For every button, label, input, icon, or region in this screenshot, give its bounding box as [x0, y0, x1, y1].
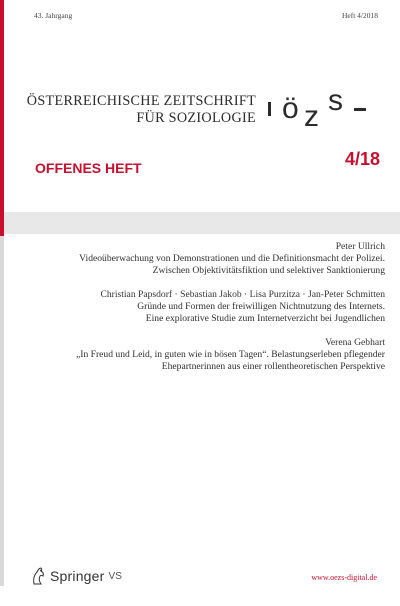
article-title-line: Eine explorative Studie zum Internetverzicht bei Jugendlichen — [145, 313, 385, 324]
article-authors: Peter Ullrich — [335, 241, 385, 252]
divider-band — [4, 212, 400, 234]
article-entry — [25, 241, 385, 277]
springer-horse-icon — [30, 566, 46, 586]
article-entry — [25, 289, 385, 325]
svg-text:ö: ö — [282, 92, 299, 125]
journal-title-line-2: FÜR SOZIOLOGIE — [136, 110, 256, 126]
article-entry — [25, 337, 385, 373]
publisher-imprint: VS — [108, 570, 122, 582]
article-title-line: „In Freud und Leid, in guten wie in bösen Tagen“. Belastungserleben pflegender — [76, 349, 385, 360]
svg-text:z: z — [304, 100, 319, 130]
special-issue-label: OFFENES HEFT — [35, 160, 142, 176]
journal-title-line-1: ÖSTERREICHISCHE ZEITSCHRIFT — [26, 93, 256, 109]
cover-footer — [0, 560, 400, 590]
article-title-line: Gründe und Formen der freiwilligen Nichtnutzung des Internets. — [137, 301, 385, 312]
journal-website-link[interactable]: www.oezs-digital.de — [311, 573, 377, 582]
issue-number: 4/18 — [344, 149, 380, 169]
article-authors: Christian Papsdorf · Sebastian Jakob · Lisa Purzitza · Jan-Peter Schmitten — [100, 289, 385, 300]
cover-meta — [34, 11, 378, 20]
article-title-line: Videoüberwachung von Demonstrationen und die Definitionsmacht der Polizei. — [79, 253, 385, 264]
article-title-line: Ehepartnerinnen aus einer rollentheoretischen Perspektive — [161, 361, 385, 372]
ozs-logo — [266, 78, 382, 130]
svg-text:s: s — [328, 84, 343, 117]
accent-bar — [0, 0, 4, 236]
journal-title — [27, 93, 256, 127]
volume-label: 43. Jahrgang — [34, 11, 73, 20]
issue-label: Heft 4/2018 — [341, 11, 378, 20]
side-bar — [0, 236, 4, 586]
article-title-line: Zwischen Objektivitätsfiktion und selektiver Sanktionierung — [152, 265, 385, 276]
publisher-logo — [30, 566, 122, 586]
publisher-name: Springer — [50, 568, 105, 584]
article-authors: Verena Gebhart — [325, 337, 385, 348]
table-of-contents — [25, 241, 385, 385]
